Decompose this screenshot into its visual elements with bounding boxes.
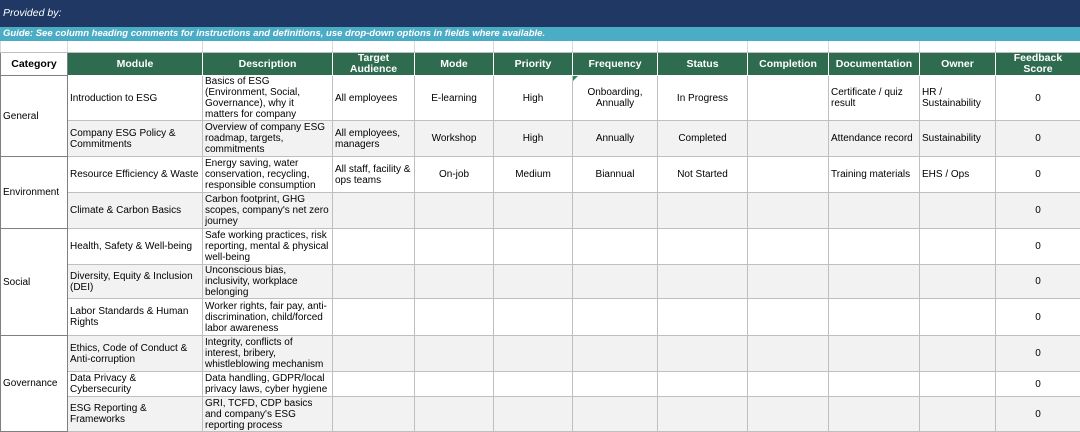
header-target-audience[interactable]: Target Audience <box>333 53 415 76</box>
provided-by-label: Provided by: <box>3 7 61 19</box>
documentation-cell[interactable] <box>829 397 920 432</box>
owner-cell[interactable] <box>920 372 996 397</box>
module-cell[interactable]: Health, Safety & Well-being <box>68 229 203 265</box>
completion-cell[interactable] <box>748 157 829 193</box>
empty-cell[interactable] <box>68 41 203 53</box>
audience-cell[interactable] <box>333 397 415 432</box>
feedback-score-cell[interactable]: 0 <box>996 157 1080 193</box>
owner-cell[interactable]: Sustainability <box>920 121 996 157</box>
frequency-cell[interactable] <box>573 336 658 372</box>
completion-cell[interactable] <box>748 265 829 299</box>
mode-cell[interactable] <box>415 372 494 397</box>
description-cell[interactable]: Safe working practices, risk reporting, mental & physical well-being <box>203 229 333 265</box>
owner-cell[interactable]: HR / Sustainability <box>920 76 996 121</box>
empty-cell[interactable] <box>920 41 996 53</box>
frequency-cell[interactable] <box>573 299 658 336</box>
completion-cell[interactable] <box>748 336 829 372</box>
completion-cell[interactable] <box>748 397 829 432</box>
header-owner[interactable]: Owner <box>920 53 996 76</box>
owner-cell[interactable] <box>920 336 996 372</box>
documentation-cell[interactable] <box>829 265 920 299</box>
empty-cell[interactable] <box>333 41 415 53</box>
owner-cell[interactable] <box>920 397 996 432</box>
frequency-cell[interactable] <box>573 372 658 397</box>
priority-cell[interactable]: Medium <box>494 157 573 193</box>
priority-cell[interactable]: High <box>494 121 573 157</box>
empty-cell[interactable] <box>829 41 920 53</box>
table-row <box>1 397 1080 432</box>
status-cell[interactable] <box>658 372 748 397</box>
feedback-score-cell[interactable]: 0 <box>996 265 1080 299</box>
feedback-score-cell[interactable]: 0 <box>996 336 1080 372</box>
module-cell[interactable]: Introduction to ESG <box>68 76 203 121</box>
table-row <box>1 76 1080 121</box>
header-completion[interactable]: Completion <box>748 53 829 76</box>
table-row <box>1 121 1080 157</box>
table-row <box>1 229 1080 265</box>
header-frequency[interactable]: Frequency <box>573 53 658 76</box>
header-feedback-score[interactable]: Feedback Score <box>996 53 1080 76</box>
empty-cell[interactable] <box>415 41 494 53</box>
audience-cell[interactable] <box>333 299 415 336</box>
header-documentation[interactable]: Documentation <box>829 53 920 76</box>
guide-text: Guide: See column heading comments for instructions and definitions, use drop-down options in fields where available. <box>3 28 545 39</box>
priority-cell[interactable] <box>494 336 573 372</box>
provided-by-banner <box>0 0 1080 27</box>
priority-cell[interactable] <box>494 372 573 397</box>
header-module[interactable]: Module <box>68 53 203 76</box>
module-cell[interactable]: Labor Standards & Human Rights <box>68 299 203 336</box>
description-cell[interactable]: Carbon footprint, GHG scopes, company's net zero journey <box>203 193 333 229</box>
training-table <box>0 41 1080 432</box>
frequency-cell[interactable]: Onboarding, Annually <box>573 76 658 121</box>
description-cell[interactable]: Energy saving, water conservation, recycling, responsible consumption <box>203 157 333 193</box>
frequency-cell[interactable] <box>573 397 658 432</box>
description-cell[interactable]: Basics of ESG (Environment, Social, Governance), why it matters for company <box>203 76 333 121</box>
status-cell[interactable] <box>658 299 748 336</box>
documentation-cell[interactable] <box>829 193 920 229</box>
completion-cell[interactable] <box>748 299 829 336</box>
header-status[interactable]: Status <box>658 53 748 76</box>
audience-cell[interactable]: All employees <box>333 76 415 121</box>
category-cell[interactable]: Environment <box>1 157 68 229</box>
owner-cell[interactable] <box>920 265 996 299</box>
documentation-cell[interactable]: Certificate / quiz result <box>829 76 920 121</box>
status-cell[interactable] <box>658 193 748 229</box>
mode-cell[interactable] <box>415 193 494 229</box>
feedback-score-cell[interactable]: 0 <box>996 193 1080 229</box>
priority-cell[interactable] <box>494 229 573 265</box>
mode-cell[interactable] <box>415 229 494 265</box>
feedback-score-cell[interactable]: 0 <box>996 397 1080 432</box>
status-cell[interactable] <box>658 265 748 299</box>
documentation-cell[interactable] <box>829 336 920 372</box>
description-cell[interactable]: Worker rights, fair pay, anti-discrimination, child/forced labor awareness <box>203 299 333 336</box>
table-row <box>1 336 1080 372</box>
header-mode[interactable]: Mode <box>415 53 494 76</box>
documentation-cell[interactable] <box>829 299 920 336</box>
priority-cell[interactable]: High <box>494 76 573 121</box>
module-cell[interactable]: Data Privacy & Cybersecurity <box>68 372 203 397</box>
spacer-row <box>1 41 1080 53</box>
empty-cell[interactable] <box>494 41 573 53</box>
owner-cell[interactable]: EHS / Ops <box>920 157 996 193</box>
table-row <box>1 265 1080 299</box>
empty-cell[interactable] <box>203 41 333 53</box>
status-cell[interactable]: In Progress <box>658 76 748 121</box>
mode-cell[interactable]: On-job <box>415 157 494 193</box>
empty-cell[interactable] <box>996 41 1080 53</box>
audience-cell[interactable]: All employees, managers <box>333 121 415 157</box>
audience-cell[interactable] <box>333 265 415 299</box>
category-cell[interactable]: Governance <box>1 336 68 432</box>
audience-cell[interactable] <box>333 193 415 229</box>
owner-cell[interactable] <box>920 229 996 265</box>
documentation-cell[interactable]: Attendance record <box>829 121 920 157</box>
module-cell[interactable]: Diversity, Equity & Inclusion (DEI) <box>68 265 203 299</box>
mode-cell[interactable] <box>415 265 494 299</box>
empty-cell[interactable] <box>1 41 68 53</box>
description-cell[interactable]: Overview of company ESG roadmap, targets, commitments <box>203 121 333 157</box>
guide-banner <box>0 27 1080 41</box>
mode-cell[interactable] <box>415 397 494 432</box>
status-cell[interactable]: Completed <box>658 121 748 157</box>
documentation-cell[interactable] <box>829 229 920 265</box>
module-cell[interactable]: ESG Reporting & Frameworks <box>68 397 203 432</box>
header-priority[interactable]: Priority <box>494 53 573 76</box>
mode-cell[interactable]: E-learning <box>415 76 494 121</box>
feedback-score-cell[interactable]: 0 <box>996 76 1080 121</box>
completion-cell[interactable] <box>748 229 829 265</box>
feedback-score-cell[interactable]: 0 <box>996 229 1080 265</box>
audience-cell[interactable] <box>333 229 415 265</box>
header-row <box>1 53 1080 76</box>
priority-cell[interactable] <box>494 397 573 432</box>
description-cell[interactable]: Integrity, conflicts of interest, bribery, whistleblowing mechanism <box>203 336 333 372</box>
table-row <box>1 299 1080 336</box>
status-cell[interactable] <box>658 229 748 265</box>
feedback-score-cell[interactable]: 0 <box>996 299 1080 336</box>
owner-cell[interactable] <box>920 193 996 229</box>
completion-cell[interactable] <box>748 121 829 157</box>
description-cell[interactable]: GRI, TCFD, CDP basics and company's ESG reporting process <box>203 397 333 432</box>
documentation-cell[interactable]: Training materials <box>829 157 920 193</box>
description-cell[interactable]: Unconscious bias, inclusivity, workplace belonging <box>203 265 333 299</box>
empty-cell[interactable] <box>573 41 658 53</box>
table-row <box>1 157 1080 193</box>
audience-cell[interactable]: All staff, facility & ops teams <box>333 157 415 193</box>
feedback-score-cell[interactable]: 0 <box>996 372 1080 397</box>
audience-cell[interactable] <box>333 336 415 372</box>
mode-cell[interactable] <box>415 336 494 372</box>
frequency-cell[interactable] <box>573 193 658 229</box>
mode-cell[interactable] <box>415 299 494 336</box>
empty-cell[interactable] <box>748 41 829 53</box>
status-cell[interactable] <box>658 397 748 432</box>
table-row <box>1 193 1080 229</box>
status-cell[interactable]: Not Started <box>658 157 748 193</box>
header-category[interactable]: Category <box>1 53 68 76</box>
priority-cell[interactable] <box>494 299 573 336</box>
audience-cell[interactable] <box>333 372 415 397</box>
module-cell[interactable]: Ethics, Code of Conduct & Anti-corruption <box>68 336 203 372</box>
empty-cell[interactable] <box>658 41 748 53</box>
frequency-cell[interactable]: Annually <box>573 121 658 157</box>
module-cell[interactable]: Company ESG Policy & Commitments <box>68 121 203 157</box>
completion-cell[interactable] <box>748 193 829 229</box>
documentation-cell[interactable] <box>829 372 920 397</box>
category-cell[interactable]: General <box>1 76 68 157</box>
frequency-cell[interactable] <box>573 265 658 299</box>
frequency-cell[interactable]: Biannual <box>573 157 658 193</box>
completion-cell[interactable] <box>748 76 829 121</box>
mode-cell[interactable]: Workshop <box>415 121 494 157</box>
header-description[interactable]: Description <box>203 53 333 76</box>
feedback-score-cell[interactable]: 0 <box>996 121 1080 157</box>
spreadsheet-grid <box>0 41 1080 404</box>
description-cell[interactable]: Data handling, GDPR/local privacy laws, cyber hygiene <box>203 372 333 397</box>
table-row <box>1 372 1080 397</box>
priority-cell[interactable] <box>494 265 573 299</box>
owner-cell[interactable] <box>920 299 996 336</box>
module-cell[interactable]: Climate & Carbon Basics <box>68 193 203 229</box>
completion-cell[interactable] <box>748 372 829 397</box>
category-cell[interactable]: Social <box>1 229 68 336</box>
module-cell[interactable]: Resource Efficiency & Waste <box>68 157 203 193</box>
status-cell[interactable] <box>658 336 748 372</box>
frequency-cell[interactable] <box>573 229 658 265</box>
priority-cell[interactable] <box>494 193 573 229</box>
